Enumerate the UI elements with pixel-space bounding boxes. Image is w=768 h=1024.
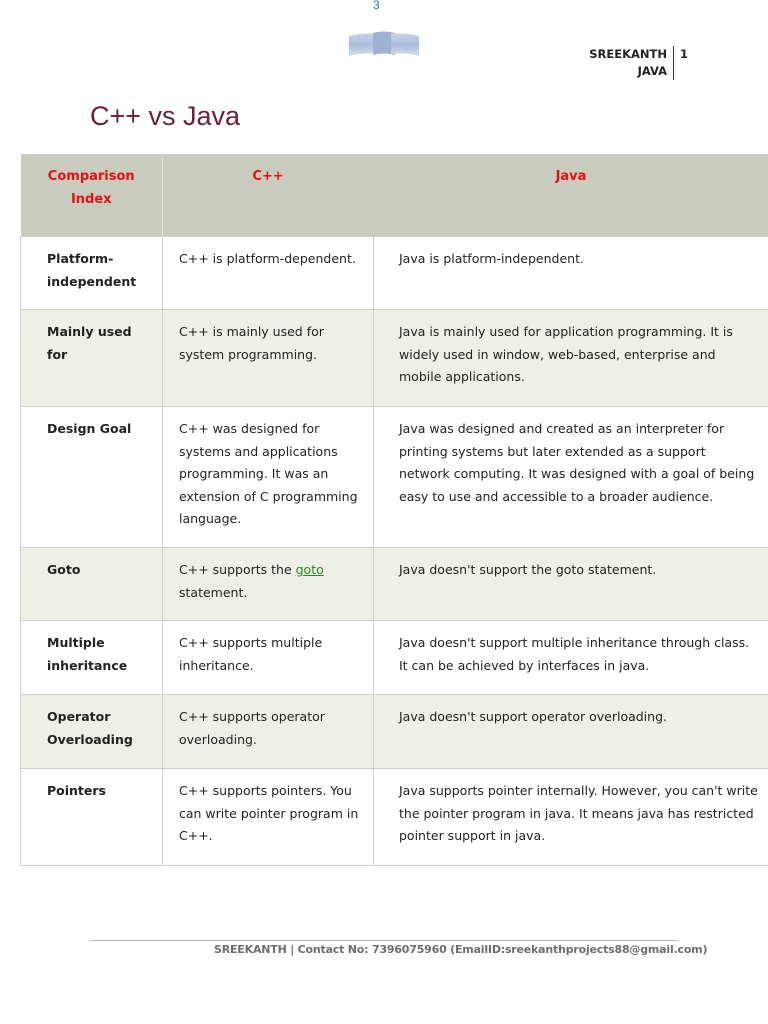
top-page-number: 3 [373, 0, 380, 12]
java-cell: Java doesn't support the goto statement. [374, 548, 768, 621]
cpp-text-suffix: statement. [179, 584, 248, 600]
java-cell: Java supports pointer internally. However, you can't write the pointer program in java. It means java has restricted pointer support in java. [374, 769, 768, 866]
cpp-text-prefix: C++ supports the [179, 562, 296, 577]
goto-link[interactable]: goto [295, 562, 324, 577]
table-row [21, 237, 768, 310]
java-cell: Java is mainly used for application programming. It is widely used in window, web-based, enterprise and mobile applications. [374, 310, 768, 407]
cpp-cell: C++ was designed for systems and applications programming. It was an extension of C programming language. [163, 407, 374, 548]
feature-cell: Platform-independent [21, 237, 163, 310]
cpp-cell: C++ is mainly used for system programming. [163, 310, 374, 407]
header-page-number: 1 [679, 47, 688, 61]
table-row [21, 695, 768, 769]
cpp-cell: C++ supports pointers. You can write pointer program in C++. [163, 769, 374, 866]
column-header-java: Java [374, 154, 768, 237]
feature-cell: Multiple inheritance [21, 621, 163, 695]
column-header-index: Comparison Index [21, 154, 163, 237]
comparison-table [20, 154, 768, 866]
footer-divider [90, 940, 678, 941]
cpp-cell [163, 548, 374, 621]
footer-contact: SREEKANTH | Contact No: 7396075960 (EmailID:sreekanthprojects88@gmail.com) [214, 943, 708, 956]
page-title: C++ vs Java [90, 101, 241, 131]
table-row [21, 548, 768, 621]
java-cell: Java doesn't support multiple inheritance through class. It can be achieved by interfaces in java. [374, 621, 768, 695]
header-subject: JAVA [637, 64, 667, 78]
java-cell: Java was designed and created as an interpreter for printing systems but later extended as a support network computing. It was designed with a goal of being easy to use and accessible to a broader audience. [374, 407, 768, 548]
java-cell: Java is platform-independent. [374, 237, 768, 310]
feature-cell: Goto [21, 548, 163, 621]
table-row [21, 769, 768, 866]
java-cell: Java doesn't support operator overloading. [374, 695, 768, 769]
table-row [21, 407, 768, 548]
running-header [589, 46, 688, 80]
feature-cell: Design Goal [21, 407, 163, 548]
feature-cell: Pointers [21, 769, 163, 866]
table-header-row [21, 154, 768, 237]
feature-cell: Operator Overloading [21, 695, 163, 769]
column-header-cpp: C++ [163, 154, 374, 237]
feature-cell: Mainly used for [21, 310, 163, 407]
cpp-cell: C++ supports operator overloading. [163, 695, 374, 769]
header-author: SREEKANTH [589, 47, 667, 61]
cpp-cell: C++ supports multiple inheritance. [163, 621, 374, 695]
table-row [21, 310, 768, 407]
ribbon-banner-icon [347, 30, 421, 58]
table-row [21, 621, 768, 695]
cpp-cell: C++ is platform-dependent. [163, 237, 374, 310]
